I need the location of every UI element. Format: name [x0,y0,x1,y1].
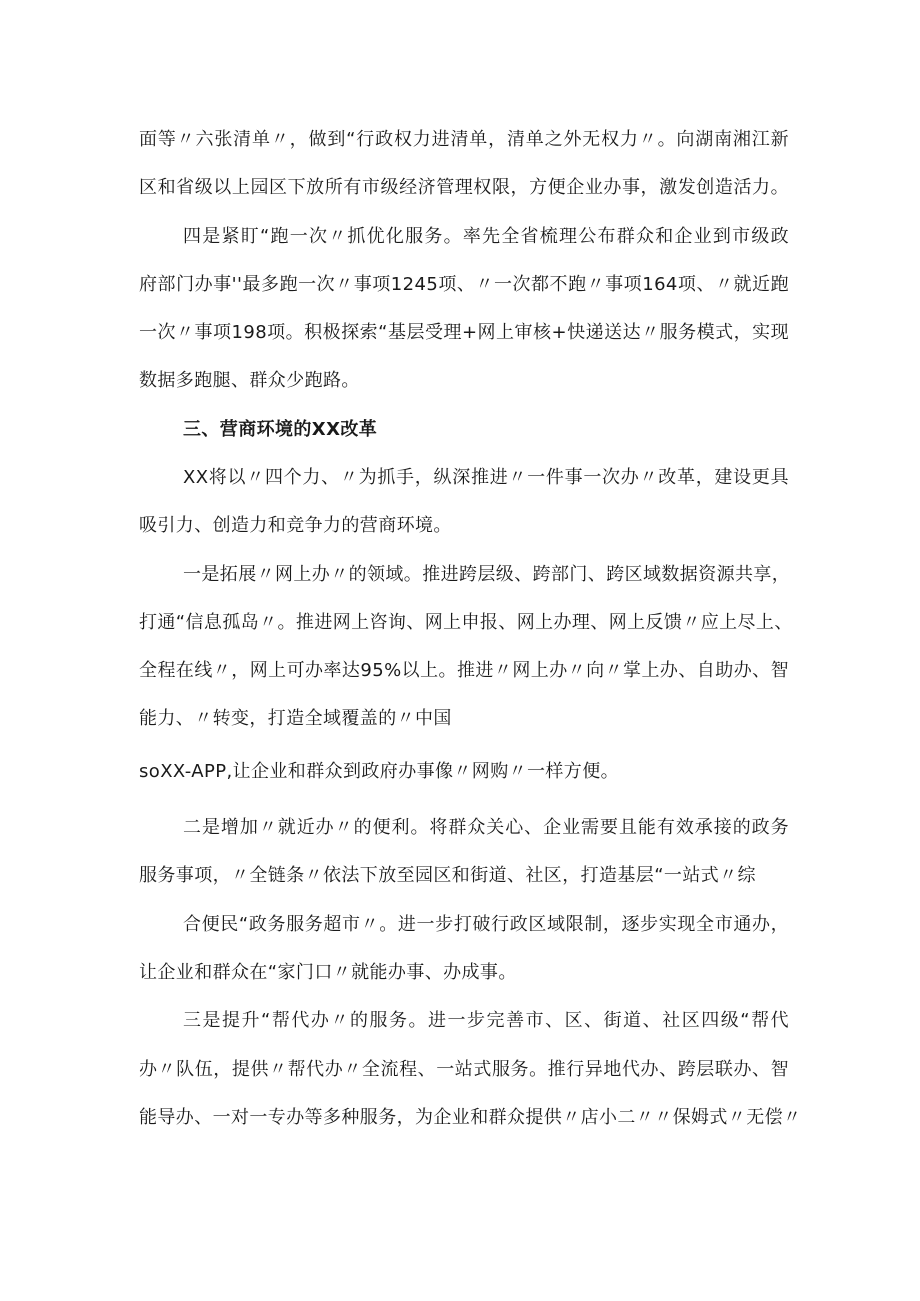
paragraph-line: XX将以〃四个力、〃为抓手，纵深推进〃一件事一次办〃改革，建设更具 [183,467,789,488]
paragraph-line: 能力、〃转变，打造全域覆盖的〃中国 [139,708,452,729]
paragraph-line: soXX-APP,让企业和群众到政府办事像〃网购〃一样方便。 [139,761,619,782]
paragraph-line: 服务事项，〃全链条〃依法下放至园区和街道、社区，打造基层“一站式〃综 [139,865,756,886]
paragraph-line: 合便民“政务服务超市〃。进一步打破行政区域限制，逐步实现全市通办， [183,914,789,935]
paragraph-line: 四是紧盯“跑一次〃抓优化服务。率先全省梳理公布群众和企业到市级政 [183,226,789,247]
paragraph-line: 全程在线〃，网上可办率达95%以上。推进〃网上办〃向〃掌上办、自助办、智 [139,660,789,681]
paragraph-line: 能导办、一对一专办等多种服务，为企业和群众提供〃店小二〃〃保姆式〃无偿〃 [139,1107,802,1128]
paragraph-line: 数据多跑腿、群众少跑路。 [139,370,360,391]
paragraph-line: 一是拓展〃网上办〃的领域。推进跨层级、跨部门、跨区域数据资源共享， [183,564,791,585]
paragraph-line: 吸引力、创造力和竞争力的营商环境。 [139,515,452,536]
section-heading: 三、营商环境的XX改革 [183,419,378,440]
paragraph-line: 二是增加〃就近办〃的便利。将群众关心、企业需要且能有效承接的政务 [183,817,789,838]
paragraph-line: 让企业和群众在“家门口〃就能办事、办成事。 [139,962,517,983]
paragraph-line: 府部门办事''最多跑一次〃事项1245项、〃一次都不跑〃事项164项、〃就近跑 [139,274,789,295]
paragraph-line: 区和省级以上园区下放所有市级经济管理权限，方便企业办事，激发创造活力。 [139,177,789,198]
paragraph-line: 一次〃事项198项。积极探索“基层受理+网上审核+快递送达〃服务模式，实现 [139,322,789,343]
paragraph-line: 打通“信息孤岛〃。推进网上咨询、网上申报、网上办理、网上反馈〃应上尽上、 [139,612,793,633]
paragraph-line: 面等〃六张清单〃，做到“行政权力进清单，清单之外无权力〃。向湖南湘江新 [139,129,789,150]
paragraph-line: 三是提升“帮代办〃的服务。进一步完善市、区、街道、社区四级“帮代 [183,1010,789,1031]
paragraph-line: 办〃队伍，提供〃帮代办〃全流程、一站式服务。推行异地代办、跨层联办、智 [139,1059,789,1080]
